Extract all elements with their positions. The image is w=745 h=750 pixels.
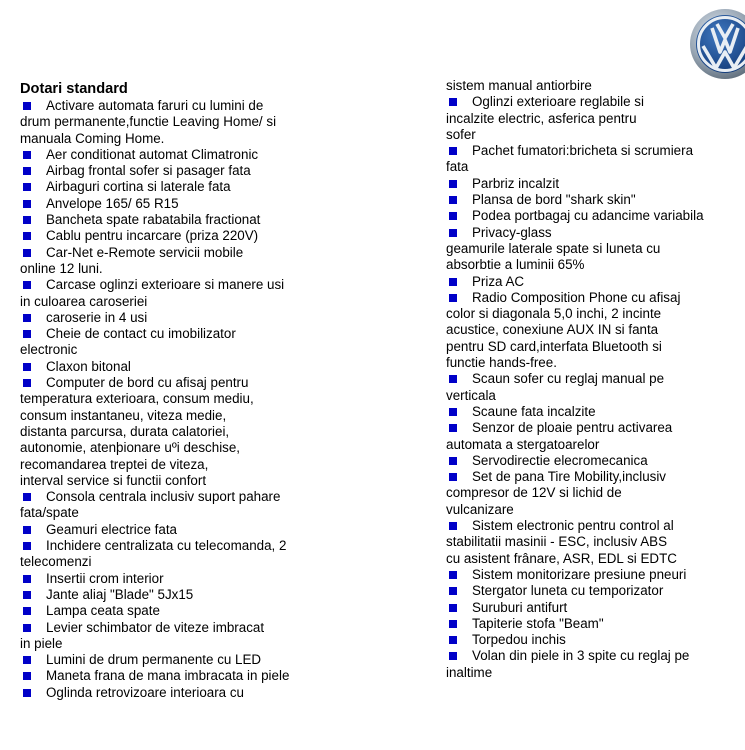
square-bullet-icon bbox=[449, 473, 457, 481]
list-text: functie hands-free. bbox=[446, 355, 557, 371]
list-line bbox=[446, 78, 745, 94]
list-text: cu asistent frânare, ASR, EDL si EDTC bbox=[446, 550, 677, 566]
right-column bbox=[446, 78, 745, 681]
list-line bbox=[446, 143, 745, 159]
list-line bbox=[20, 408, 320, 424]
square-bullet-icon bbox=[23, 656, 31, 664]
list-line bbox=[446, 274, 745, 290]
list-text: Car-Net e-Remote servicii mobile bbox=[46, 244, 244, 260]
list-line bbox=[20, 163, 320, 179]
square-bullet-icon bbox=[23, 102, 31, 110]
list-line bbox=[20, 294, 320, 310]
list-text: fata bbox=[446, 159, 469, 175]
list-line bbox=[446, 290, 745, 306]
square-bullet-icon bbox=[23, 542, 31, 550]
list-text: absorbtie a luminii 65% bbox=[446, 257, 585, 273]
square-bullet-icon bbox=[23, 216, 31, 224]
list-line bbox=[446, 420, 745, 436]
square-bullet-icon bbox=[449, 278, 457, 286]
list-text: recomandarea treptei de viteza, bbox=[20, 456, 209, 472]
list-line bbox=[20, 131, 320, 147]
square-bullet-icon bbox=[449, 652, 457, 660]
square-bullet-icon bbox=[23, 493, 31, 501]
list-text: Cablu pentru incarcare (priza 220V) bbox=[46, 228, 259, 244]
list-text: Priza AC bbox=[472, 273, 525, 289]
list-line bbox=[446, 502, 745, 518]
list-line bbox=[20, 196, 320, 212]
list-text: fata/spate bbox=[20, 505, 79, 521]
list-line bbox=[20, 277, 320, 293]
list-line bbox=[20, 636, 320, 652]
list-text: color si diagonala 5,0 inchi, 2 incinte bbox=[446, 306, 662, 322]
section-heading: Dotari standard bbox=[20, 81, 128, 97]
square-bullet-icon bbox=[449, 375, 457, 383]
list-line bbox=[20, 620, 320, 636]
list-text: Insertii crom interior bbox=[46, 570, 164, 586]
list-line bbox=[20, 538, 320, 554]
list-text: Oglinda retrovizoare interioara cu bbox=[46, 684, 244, 700]
list-line bbox=[446, 225, 745, 241]
list-line bbox=[20, 652, 320, 668]
square-bullet-icon bbox=[23, 672, 31, 680]
list-line bbox=[20, 505, 320, 521]
list-text: incalzite electric, asferica pentru bbox=[446, 110, 637, 126]
list-line bbox=[446, 534, 745, 550]
list-line bbox=[20, 261, 320, 277]
square-bullet-icon bbox=[23, 689, 31, 697]
list-text: in piele bbox=[20, 635, 63, 651]
square-bullet-icon bbox=[23, 167, 31, 175]
list-line bbox=[446, 469, 745, 485]
list-line bbox=[446, 159, 745, 175]
list-text: Plansa de bord "shark skin" bbox=[472, 192, 636, 208]
list-line bbox=[20, 440, 320, 456]
list-text: Oglinzi exterioare reglabile si bbox=[472, 94, 644, 110]
list-text: Podea portbagaj cu adancime variabila bbox=[472, 208, 704, 224]
list-text: in culoarea caroseriei bbox=[20, 293, 148, 309]
list-line bbox=[446, 665, 745, 681]
list-text: manuala Coming Home. bbox=[20, 130, 165, 146]
list-text: Maneta frana de mana imbracata in piele bbox=[46, 668, 290, 684]
list-text: Servodirectie elecromecanica bbox=[472, 452, 648, 468]
list-line bbox=[20, 587, 320, 603]
list-text: caroserie in 4 usi bbox=[46, 309, 148, 325]
list-text: Torpedou inchis bbox=[472, 632, 566, 648]
square-bullet-icon bbox=[449, 604, 457, 612]
list-line bbox=[20, 375, 320, 391]
list-line bbox=[446, 322, 745, 338]
list-text: Volan din piele in 3 spite cu reglaj pe bbox=[472, 648, 690, 664]
list-line bbox=[20, 228, 320, 244]
list-text: sofer bbox=[446, 126, 476, 142]
list-text: sistem manual antiorbire bbox=[446, 78, 592, 93]
square-bullet-icon bbox=[23, 363, 31, 371]
list-text: compresor de 12V si lichid de bbox=[446, 485, 622, 501]
list-line bbox=[20, 424, 320, 440]
list-text: Airbaguri cortina si laterale fata bbox=[46, 179, 231, 195]
list-line bbox=[20, 554, 320, 570]
list-line bbox=[20, 310, 320, 326]
list-line bbox=[446, 567, 745, 583]
list-text: electronic bbox=[20, 342, 78, 358]
square-bullet-icon bbox=[449, 98, 457, 106]
list-line bbox=[20, 473, 320, 489]
list-line bbox=[446, 600, 745, 616]
list-text: Pachet fumatori:bricheta si scrumiera bbox=[472, 143, 694, 159]
square-bullet-icon bbox=[449, 620, 457, 628]
list-text: Tapiterie stofa "Beam" bbox=[472, 615, 604, 631]
list-line bbox=[446, 339, 745, 355]
list-text: Radio Composition Phone cu afisaj bbox=[472, 289, 681, 305]
list-line bbox=[20, 245, 320, 261]
list-text: inaltime bbox=[446, 664, 493, 680]
list-text: Cheie de contact cu imobilizator bbox=[46, 326, 236, 342]
list-line bbox=[446, 388, 745, 404]
list-text: Parbriz incalzit bbox=[472, 175, 560, 191]
list-text: Lampa ceata spate bbox=[46, 603, 160, 619]
list-text: Scaun sofer cu reglaj manual pe bbox=[472, 371, 665, 387]
list-text: online 12 luni. bbox=[20, 260, 103, 276]
list-line bbox=[446, 437, 745, 453]
list-line bbox=[446, 371, 745, 387]
list-text: verticala bbox=[446, 387, 496, 403]
list-text: Suruburi antifurt bbox=[472, 599, 568, 615]
square-bullet-icon bbox=[23, 183, 31, 191]
list-text: Claxon bitonal bbox=[46, 358, 131, 374]
list-text: vulcanizare bbox=[446, 501, 514, 517]
list-line bbox=[20, 685, 320, 701]
list-text: Senzor de ploaie pentru activarea bbox=[472, 420, 673, 436]
list-text: Sistem monitorizare presiune pneuri bbox=[472, 566, 687, 582]
list-line bbox=[20, 147, 320, 163]
square-bullet-icon bbox=[23, 607, 31, 615]
list-text: Sistem electronic pentru control al bbox=[472, 518, 674, 534]
right-list bbox=[446, 78, 745, 681]
list-text: pentru SD card,interfata Bluetooth si bbox=[446, 338, 662, 354]
list-line bbox=[20, 522, 320, 538]
list-line bbox=[20, 179, 320, 195]
list-text: Privacy-glass bbox=[472, 224, 552, 240]
list-text: drum permanente,functie Leaving Home/ si bbox=[20, 114, 277, 130]
square-bullet-icon bbox=[23, 249, 31, 257]
square-bullet-icon bbox=[449, 408, 457, 416]
list-line bbox=[20, 391, 320, 407]
left-column bbox=[20, 78, 320, 701]
list-line bbox=[20, 668, 320, 684]
square-bullet-icon bbox=[23, 624, 31, 632]
list-line bbox=[446, 453, 745, 469]
list-text: autonomie, atenþionare uºi deschise, bbox=[20, 440, 241, 456]
list-text: Set de pana Tire Mobility,inclusiv bbox=[472, 469, 667, 485]
list-text: stabilitatii masinii - ESC, inclusiv ABS bbox=[446, 534, 668, 550]
list-text: Anvelope 165/ 65 R15 bbox=[46, 195, 179, 211]
square-bullet-icon bbox=[449, 636, 457, 644]
square-bullet-icon bbox=[23, 330, 31, 338]
list-line bbox=[20, 212, 320, 228]
list-text: Levier schimbator de viteze imbracat bbox=[46, 619, 265, 635]
list-line bbox=[20, 326, 320, 342]
square-bullet-icon bbox=[23, 151, 31, 159]
list-text: Scaune fata incalzite bbox=[472, 403, 596, 419]
list-line bbox=[446, 518, 745, 534]
left-list bbox=[20, 98, 320, 701]
square-bullet-icon bbox=[23, 232, 31, 240]
square-bullet-icon bbox=[449, 424, 457, 432]
square-bullet-icon bbox=[23, 379, 31, 387]
list-line bbox=[446, 632, 745, 648]
list-text: telecomenzi bbox=[20, 554, 92, 570]
list-line bbox=[446, 306, 745, 322]
list-text: Bancheta spate rabatabila fractionat bbox=[46, 212, 261, 228]
square-bullet-icon bbox=[23, 575, 31, 583]
list-line bbox=[20, 603, 320, 619]
list-text: Consola centrala inclusiv suport pahare bbox=[46, 489, 281, 505]
list-text: Geamuri electrice fata bbox=[46, 521, 177, 537]
list-text: Computer de bord cu afisaj pentru bbox=[46, 375, 249, 391]
list-text: Lumini de drum permanente cu LED bbox=[46, 652, 262, 668]
list-line bbox=[20, 359, 320, 375]
square-bullet-icon bbox=[449, 522, 457, 530]
list-line bbox=[20, 114, 320, 130]
square-bullet-icon bbox=[23, 200, 31, 208]
list-text: Carcase oglinzi exterioare si manere usi bbox=[46, 277, 285, 293]
list-line bbox=[446, 94, 745, 110]
list-line bbox=[446, 192, 745, 208]
square-bullet-icon bbox=[23, 281, 31, 289]
list-text: interval service si functii confort bbox=[20, 472, 207, 488]
square-bullet-icon bbox=[449, 457, 457, 465]
list-line bbox=[446, 583, 745, 599]
square-bullet-icon bbox=[449, 196, 457, 204]
list-line bbox=[446, 127, 745, 143]
square-bullet-icon bbox=[449, 147, 457, 155]
square-bullet-icon bbox=[449, 229, 457, 237]
list-line bbox=[20, 571, 320, 587]
square-bullet-icon bbox=[449, 212, 457, 220]
list-line bbox=[20, 489, 320, 505]
list-line bbox=[446, 485, 745, 501]
list-text: Jante aliaj "Blade" 5Jx15 bbox=[46, 586, 194, 602]
list-line bbox=[446, 551, 745, 567]
list-line bbox=[446, 648, 745, 664]
list-line bbox=[20, 342, 320, 358]
square-bullet-icon bbox=[23, 314, 31, 322]
list-text: distanta parcursa, durata calatoriei, bbox=[20, 423, 230, 439]
list-text: Airbag frontal sofer si pasager fata bbox=[46, 163, 251, 179]
list-line bbox=[446, 404, 745, 420]
list-text: Activare automata faruri cu lumini de bbox=[46, 98, 264, 113]
list-text: acustice, conexiune AUX IN si fanta bbox=[446, 322, 659, 338]
list-line bbox=[446, 355, 745, 371]
list-text: temperatura exterioara, consum mediu, bbox=[20, 391, 254, 407]
list-text: geamurile laterale spate si luneta cu bbox=[446, 240, 661, 256]
list-line bbox=[20, 457, 320, 473]
square-bullet-icon bbox=[449, 180, 457, 188]
square-bullet-icon bbox=[449, 294, 457, 302]
list-line bbox=[446, 257, 745, 273]
square-bullet-icon bbox=[23, 526, 31, 534]
list-line bbox=[446, 208, 745, 224]
square-bullet-icon bbox=[449, 587, 457, 595]
vw-logo-icon bbox=[689, 8, 745, 80]
list-line bbox=[446, 241, 745, 257]
square-bullet-icon bbox=[23, 591, 31, 599]
list-line bbox=[20, 98, 320, 114]
list-line bbox=[446, 616, 745, 632]
list-text: automata a stergatoarelor bbox=[446, 436, 600, 452]
list-text: consum instantaneu, viteza medie, bbox=[20, 407, 227, 423]
list-line bbox=[446, 176, 745, 192]
list-text: Inchidere centralizata cu telecomanda, 2 bbox=[46, 538, 287, 554]
list-line bbox=[446, 111, 745, 127]
square-bullet-icon bbox=[449, 571, 457, 579]
list-text: Stergator luneta cu temporizator bbox=[472, 583, 664, 599]
list-text: Aer conditionat automat Climatronic bbox=[46, 146, 259, 162]
